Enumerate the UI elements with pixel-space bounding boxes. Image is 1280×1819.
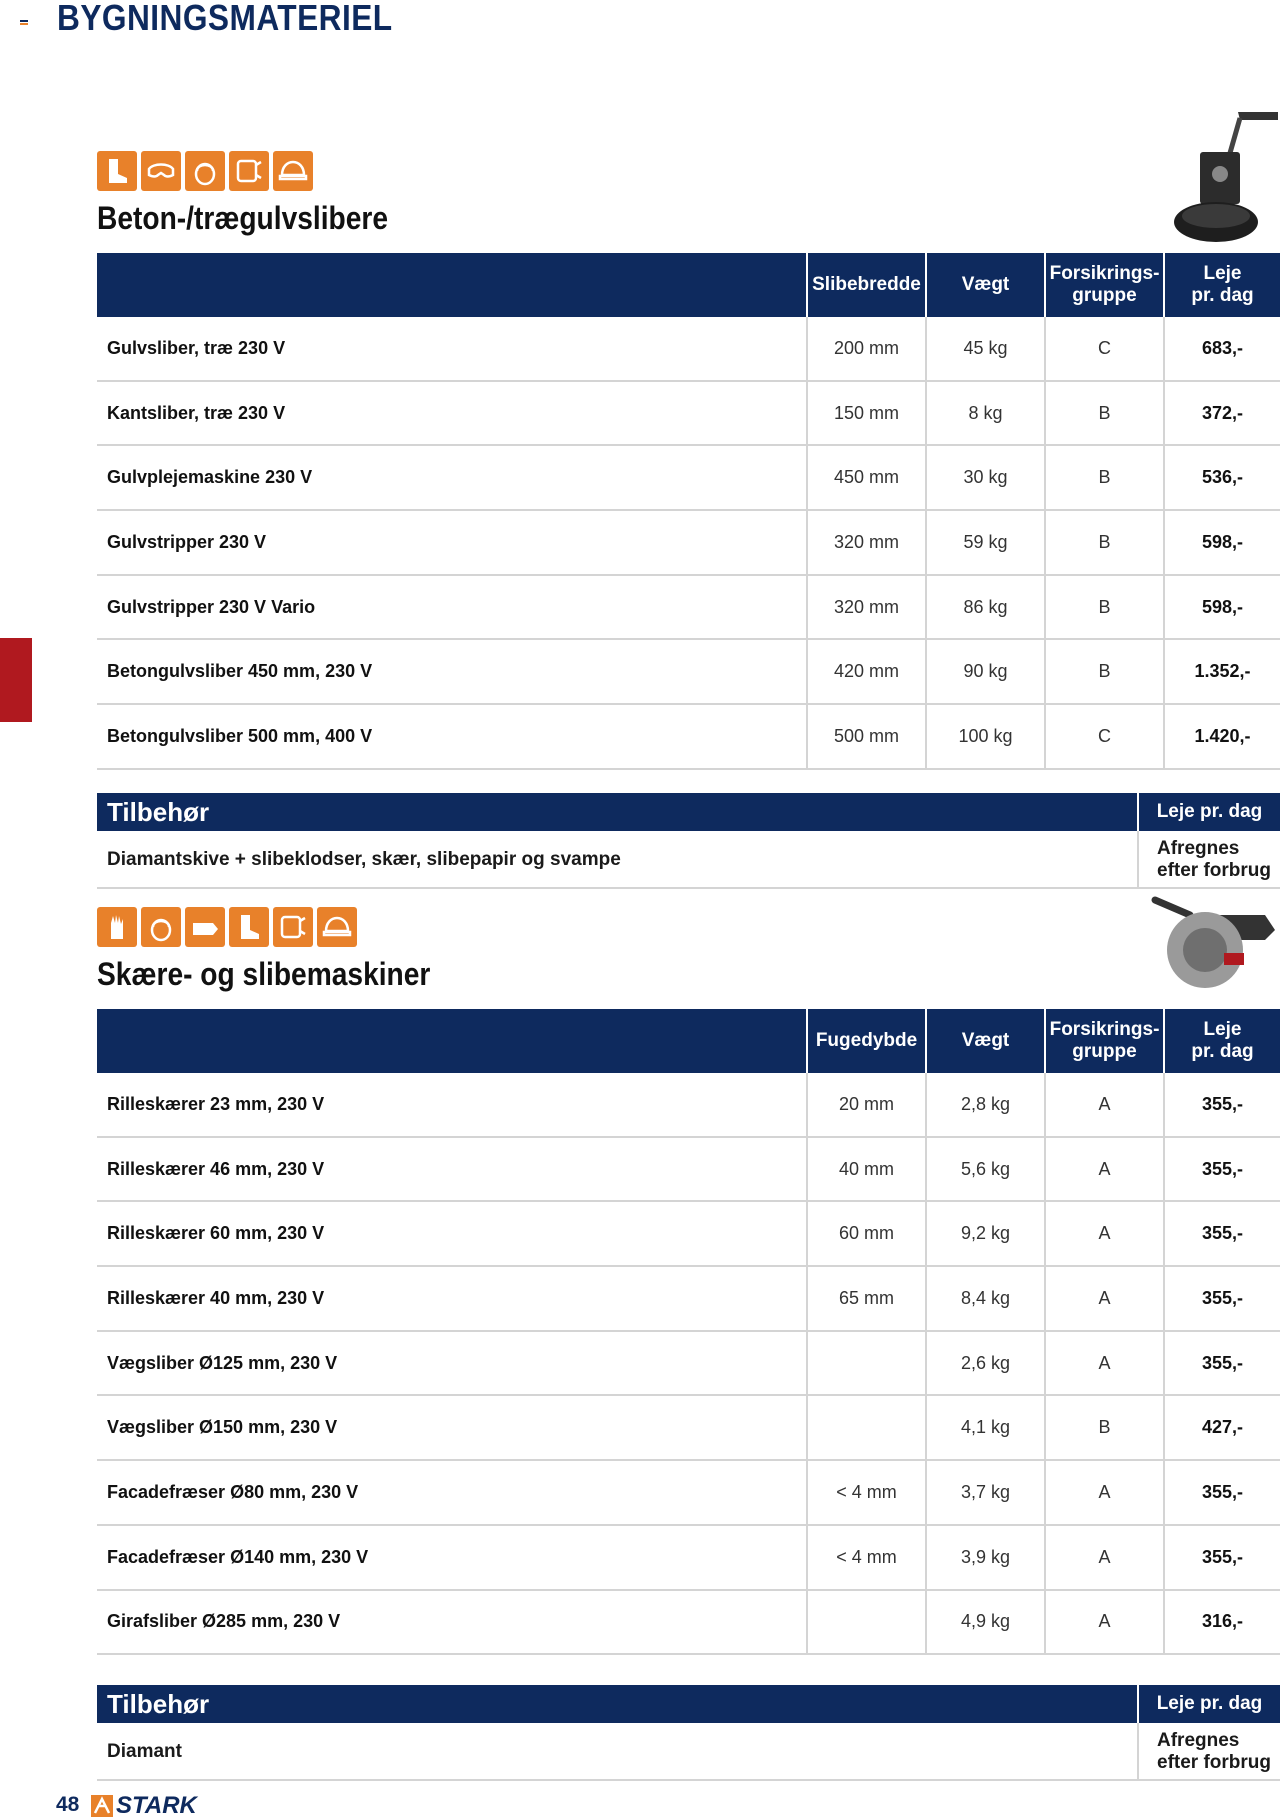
wall-chaser-image	[1150, 895, 1280, 995]
insurance-group-value: A	[1044, 1073, 1163, 1136]
product-name: Rilleskærer 60 mm, 230 V	[107, 1223, 325, 1244]
rent-price: 427,-	[1163, 1396, 1280, 1459]
spec-value: 60 mm	[806, 1202, 925, 1265]
insurance-group-value: B	[1044, 1396, 1163, 1459]
spec-value	[806, 1332, 925, 1395]
rent-price: 1.420,-	[1163, 705, 1280, 768]
rent-price: 355,-	[1163, 1267, 1280, 1330]
page-header-title: BYGNINGSMATERIEL	[57, 0, 393, 38]
accessories-item: Diamant	[107, 1741, 182, 1762]
insurance-group-value: A	[1044, 1202, 1163, 1265]
accessories-item: Diamantskive + slibeklodser, skær, slibepapir og svampe	[107, 849, 621, 870]
column-header-weight: Vægt	[925, 1009, 1044, 1073]
table-row	[97, 1332, 1280, 1397]
section-title-cutting-grinding: Skære- og slibemaskiner	[97, 956, 431, 992]
safety-goggles-icon	[185, 907, 225, 947]
weight-value: 30 kg	[925, 446, 1044, 509]
rent-price: 598,-	[1163, 511, 1280, 574]
product-name: Betongulvsliber 450 mm, 230 V	[107, 661, 373, 682]
insurance-group-value: B	[1044, 576, 1163, 639]
product-name: Gulvstripper 230 V	[107, 531, 267, 552]
table-row	[97, 1396, 1280, 1461]
work-gloves-icon	[97, 907, 137, 947]
rent-price: 598,-	[1163, 576, 1280, 639]
table-row	[97, 1461, 1280, 1526]
column-header-insurance-group: Forsikrings- gruppe	[1044, 253, 1163, 317]
brand-logo-text: STARK	[116, 1792, 197, 1819]
accessories-block-1	[97, 793, 1280, 889]
column-header-rent-per-day: Leje pr. dag	[1163, 253, 1280, 317]
spec-value: 200 mm	[806, 317, 925, 380]
weight-value: 100 kg	[925, 705, 1044, 768]
table-row	[97, 705, 1280, 770]
accessories-price-heading: Leje pr. dag	[1137, 793, 1280, 831]
insurance-group-value: A	[1044, 1138, 1163, 1201]
product-name: Rilleskærer 46 mm, 230 V	[107, 1158, 325, 1179]
column-header-weight: Vægt	[925, 253, 1044, 317]
accessories-heading: Tilbehør	[107, 1689, 210, 1719]
table-row	[97, 1267, 1280, 1332]
spec-value: 320 mm	[806, 511, 925, 574]
table-row	[97, 1138, 1280, 1203]
accessories-row	[97, 1723, 1280, 1781]
rent-price: 355,-	[1163, 1332, 1280, 1395]
product-name: Kantsliber, træ 230 V	[107, 402, 286, 423]
spec-value: 65 mm	[806, 1267, 925, 1330]
weight-value: 8,4 kg	[925, 1267, 1044, 1330]
dust-mask-icon	[229, 151, 269, 191]
product-name: Rilleskærer 40 mm, 230 V	[107, 1287, 325, 1308]
column-header-grinding-width: Slibebredde	[806, 253, 925, 317]
safety-goggles-icon	[141, 151, 181, 191]
accessories-price: Afregnes efter forbrug	[1137, 1723, 1280, 1781]
weight-value: 5,6 kg	[925, 1138, 1044, 1201]
table-row	[97, 382, 1280, 447]
table-header	[97, 1009, 1280, 1073]
accessories-price: Afregnes efter forbrug	[1137, 831, 1280, 889]
rent-price: 536,-	[1163, 446, 1280, 509]
spec-value: 320 mm	[806, 576, 925, 639]
hard-hat-icon	[273, 151, 313, 191]
safety-boot-icon	[97, 151, 137, 191]
insurance-group-value: A	[1044, 1591, 1163, 1654]
spec-value: < 4 mm	[806, 1526, 925, 1589]
rent-price: 372,-	[1163, 382, 1280, 445]
spec-value: 150 mm	[806, 382, 925, 445]
insurance-group-value: C	[1044, 317, 1163, 380]
accessories-header	[97, 793, 1280, 831]
accessories-price-heading: Leje pr. dag	[1137, 1685, 1280, 1723]
weight-value: 9,2 kg	[925, 1202, 1044, 1265]
rent-price: 316,-	[1163, 1591, 1280, 1654]
table-row	[97, 1526, 1280, 1591]
spec-value: 450 mm	[806, 446, 925, 509]
weight-value: 3,7 kg	[925, 1461, 1044, 1524]
product-name: Gulvstripper 230 V Vario	[107, 596, 316, 617]
rent-price: 355,-	[1163, 1138, 1280, 1201]
ear-protection-icon	[141, 907, 181, 947]
accessories-header	[97, 1685, 1280, 1723]
spec-value: 20 mm	[806, 1073, 925, 1136]
product-name: Rilleskærer 23 mm, 230 V	[107, 1093, 325, 1114]
section-title-floor-sanders: Beton-/trægulvslibere	[97, 200, 389, 236]
product-name: Girafsliber Ø285 mm, 230 V	[107, 1611, 341, 1632]
spec-value: < 4 mm	[806, 1461, 925, 1524]
accessories-row	[97, 831, 1280, 889]
cutting-grinding-table	[97, 1009, 1280, 1655]
product-name: Facadefræser Ø140 mm, 230 V	[107, 1546, 369, 1567]
insurance-group-value: A	[1044, 1267, 1163, 1330]
rent-price: 1.352,-	[1163, 640, 1280, 703]
floor-sanders-table	[97, 253, 1280, 770]
floor-sander-image	[1168, 112, 1278, 247]
stark-logo-icon	[91, 1795, 113, 1817]
column-header-groove-depth: Fugedybde	[806, 1009, 925, 1073]
accessories-heading: Tilbehør	[107, 797, 210, 827]
weight-value: 4,9 kg	[925, 1591, 1044, 1654]
table-row	[97, 1073, 1280, 1138]
insurance-group-value: B	[1044, 446, 1163, 509]
table-body	[97, 317, 1280, 770]
spec-value	[806, 1591, 925, 1654]
rent-price: 355,-	[1163, 1073, 1280, 1136]
column-header-rent-per-day: Leje pr. dag	[1163, 1009, 1280, 1073]
rent-price: 355,-	[1163, 1461, 1280, 1524]
table-header	[97, 253, 1280, 317]
spec-value: 420 mm	[806, 640, 925, 703]
insurance-group-value: A	[1044, 1526, 1163, 1589]
dust-mask-icon	[273, 907, 313, 947]
spec-value	[806, 1396, 925, 1459]
insurance-group-value: C	[1044, 705, 1163, 768]
section-color-tab	[0, 638, 32, 722]
rent-price: 683,-	[1163, 317, 1280, 380]
weight-value: 45 kg	[925, 317, 1044, 380]
ppe-icons-row-1	[97, 151, 313, 191]
product-name: Vægsliber Ø125 mm, 230 V	[107, 1352, 338, 1373]
table-row	[97, 446, 1280, 511]
product-name: Betongulvsliber 500 mm, 400 V	[107, 725, 373, 746]
ear-protection-icon	[185, 151, 225, 191]
safety-boot-icon	[229, 907, 269, 947]
weight-value: 2,8 kg	[925, 1073, 1044, 1136]
product-name: Gulvsliber, træ 230 V	[107, 337, 286, 358]
weight-value: 3,9 kg	[925, 1526, 1044, 1589]
product-name: Vægsliber Ø150 mm, 230 V	[107, 1417, 338, 1438]
ppe-icons-row-2	[97, 907, 357, 947]
weight-value: 4,1 kg	[925, 1396, 1044, 1459]
product-name: Gulvplejemaskine 230 V	[107, 467, 313, 488]
insurance-group-value: B	[1044, 382, 1163, 445]
weight-value: 8 kg	[925, 382, 1044, 445]
table-row	[97, 511, 1280, 576]
weight-value: 59 kg	[925, 511, 1044, 574]
table-row	[97, 640, 1280, 705]
spec-value: 500 mm	[806, 705, 925, 768]
table-row	[97, 1202, 1280, 1267]
table-row	[97, 576, 1280, 641]
accessories-block-2	[97, 1685, 1280, 1781]
table-row	[97, 1591, 1280, 1656]
page-number: 48	[56, 1793, 80, 1816]
rent-price: 355,-	[1163, 1202, 1280, 1265]
table-row	[97, 317, 1280, 382]
spec-value: 40 mm	[806, 1138, 925, 1201]
insurance-group-value: A	[1044, 1332, 1163, 1395]
rent-price: 355,-	[1163, 1526, 1280, 1589]
column-header-insurance-group: Forsikrings- gruppe	[1044, 1009, 1163, 1073]
insurance-group-value: A	[1044, 1461, 1163, 1524]
insurance-group-value: B	[1044, 640, 1163, 703]
weight-value: 90 kg	[925, 640, 1044, 703]
product-name: Facadefræser Ø80 mm, 230 V	[107, 1481, 359, 1502]
insurance-group-value: B	[1044, 511, 1163, 574]
weight-value: 86 kg	[925, 576, 1044, 639]
weight-value: 2,6 kg	[925, 1332, 1044, 1395]
table-body	[97, 1073, 1280, 1655]
hard-hat-icon	[317, 907, 357, 947]
header-menu-icon	[20, 20, 28, 26]
